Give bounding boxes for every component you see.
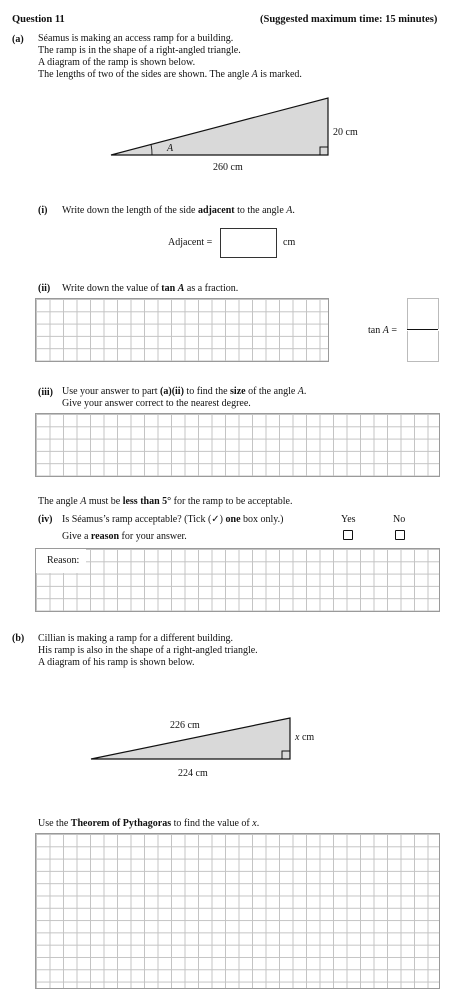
- adjacent-answer-label: Adjacent =: [168, 237, 213, 248]
- height-label-a: 20 cm: [333, 127, 358, 138]
- part-b-line-2: His ramp is also in the shape of a right-angled triangle.: [38, 645, 258, 656]
- no-label: No: [393, 514, 406, 525]
- part-b-label: (b): [12, 633, 25, 644]
- part-a-line-4: The lengths of two of the sides are shown. The angle A is marked.: [38, 69, 302, 80]
- part-a-line-3: A diagram of the ramp is shown below.: [38, 57, 196, 68]
- part-ii-text: Write down the value of tan A as a fraction.: [62, 283, 239, 294]
- part-ii-label: (ii): [38, 283, 51, 294]
- working-grid-b[interactable]: [35, 833, 440, 989]
- part-a-label: (a): [12, 34, 24, 45]
- part-a-line-1: Séamus is making an access ramp for a building.: [38, 33, 234, 44]
- part-iv-question: Is Séamus’s ramp acceptable? (Tick (✓) one box only.): [62, 514, 284, 525]
- adjacent-unit: cm: [283, 237, 296, 248]
- reason-instruction: Give a reason for your answer.: [62, 531, 187, 542]
- part-b-line-3: A diagram of his ramp is shown below.: [38, 657, 195, 668]
- height-label-b: x cm: [295, 732, 315, 743]
- hyp-label-b: 226 cm: [170, 720, 200, 731]
- part-b-line-1: Cillian is making a ramp for a different building.: [38, 633, 234, 644]
- part-i-label: (i): [38, 205, 48, 216]
- part-iii-label: (iii): [38, 387, 53, 398]
- part-iii-text: Use your answer to part (a)(ii) to find the size of the angle A. Give your answer correct to the nearest degree.: [62, 386, 307, 409]
- tan-a-label: tan A =: [368, 325, 397, 336]
- part-a-text: [38, 33, 302, 81]
- part-iv-label: (iv): [38, 514, 53, 525]
- yes-label: Yes: [341, 514, 356, 525]
- yes-checkbox[interactable]: [343, 530, 353, 540]
- reason-grid[interactable]: [35, 548, 440, 612]
- base-label-a: 260 cm: [213, 162, 243, 173]
- adjacent-answer-box[interactable]: [220, 228, 277, 258]
- working-grid-ii[interactable]: [35, 298, 329, 362]
- working-grid-iii[interactable]: [35, 413, 440, 477]
- part-a-line-2: The ramp is in the shape of a right-angled triangle.: [38, 45, 241, 56]
- ramp-triangle-a: [111, 98, 328, 155]
- base-label-b: 224 cm: [178, 768, 208, 779]
- angle-label-a: A: [167, 143, 174, 154]
- part-iv-intro: The angle A must be less than 5° for the ramp to be acceptable.: [38, 496, 293, 507]
- part-b-text: [38, 633, 258, 669]
- suggested-time: (Suggested maximum time: 15 minutes): [260, 14, 438, 25]
- tan-denominator-box[interactable]: [407, 331, 439, 362]
- fraction-bar: [407, 329, 438, 330]
- tan-numerator-box[interactable]: [407, 298, 439, 329]
- reason-label: Reason:: [47, 555, 80, 566]
- part-b-instruction: Use the Theorem of Pythagoras to find the value of x.: [38, 818, 260, 829]
- no-checkbox[interactable]: [395, 530, 405, 540]
- part-i-text: Write down the length of the side adjacent to the angle A.: [62, 205, 295, 216]
- ramp-diagram-b: [0, 710, 465, 770]
- question-title: Question 11: [12, 14, 65, 25]
